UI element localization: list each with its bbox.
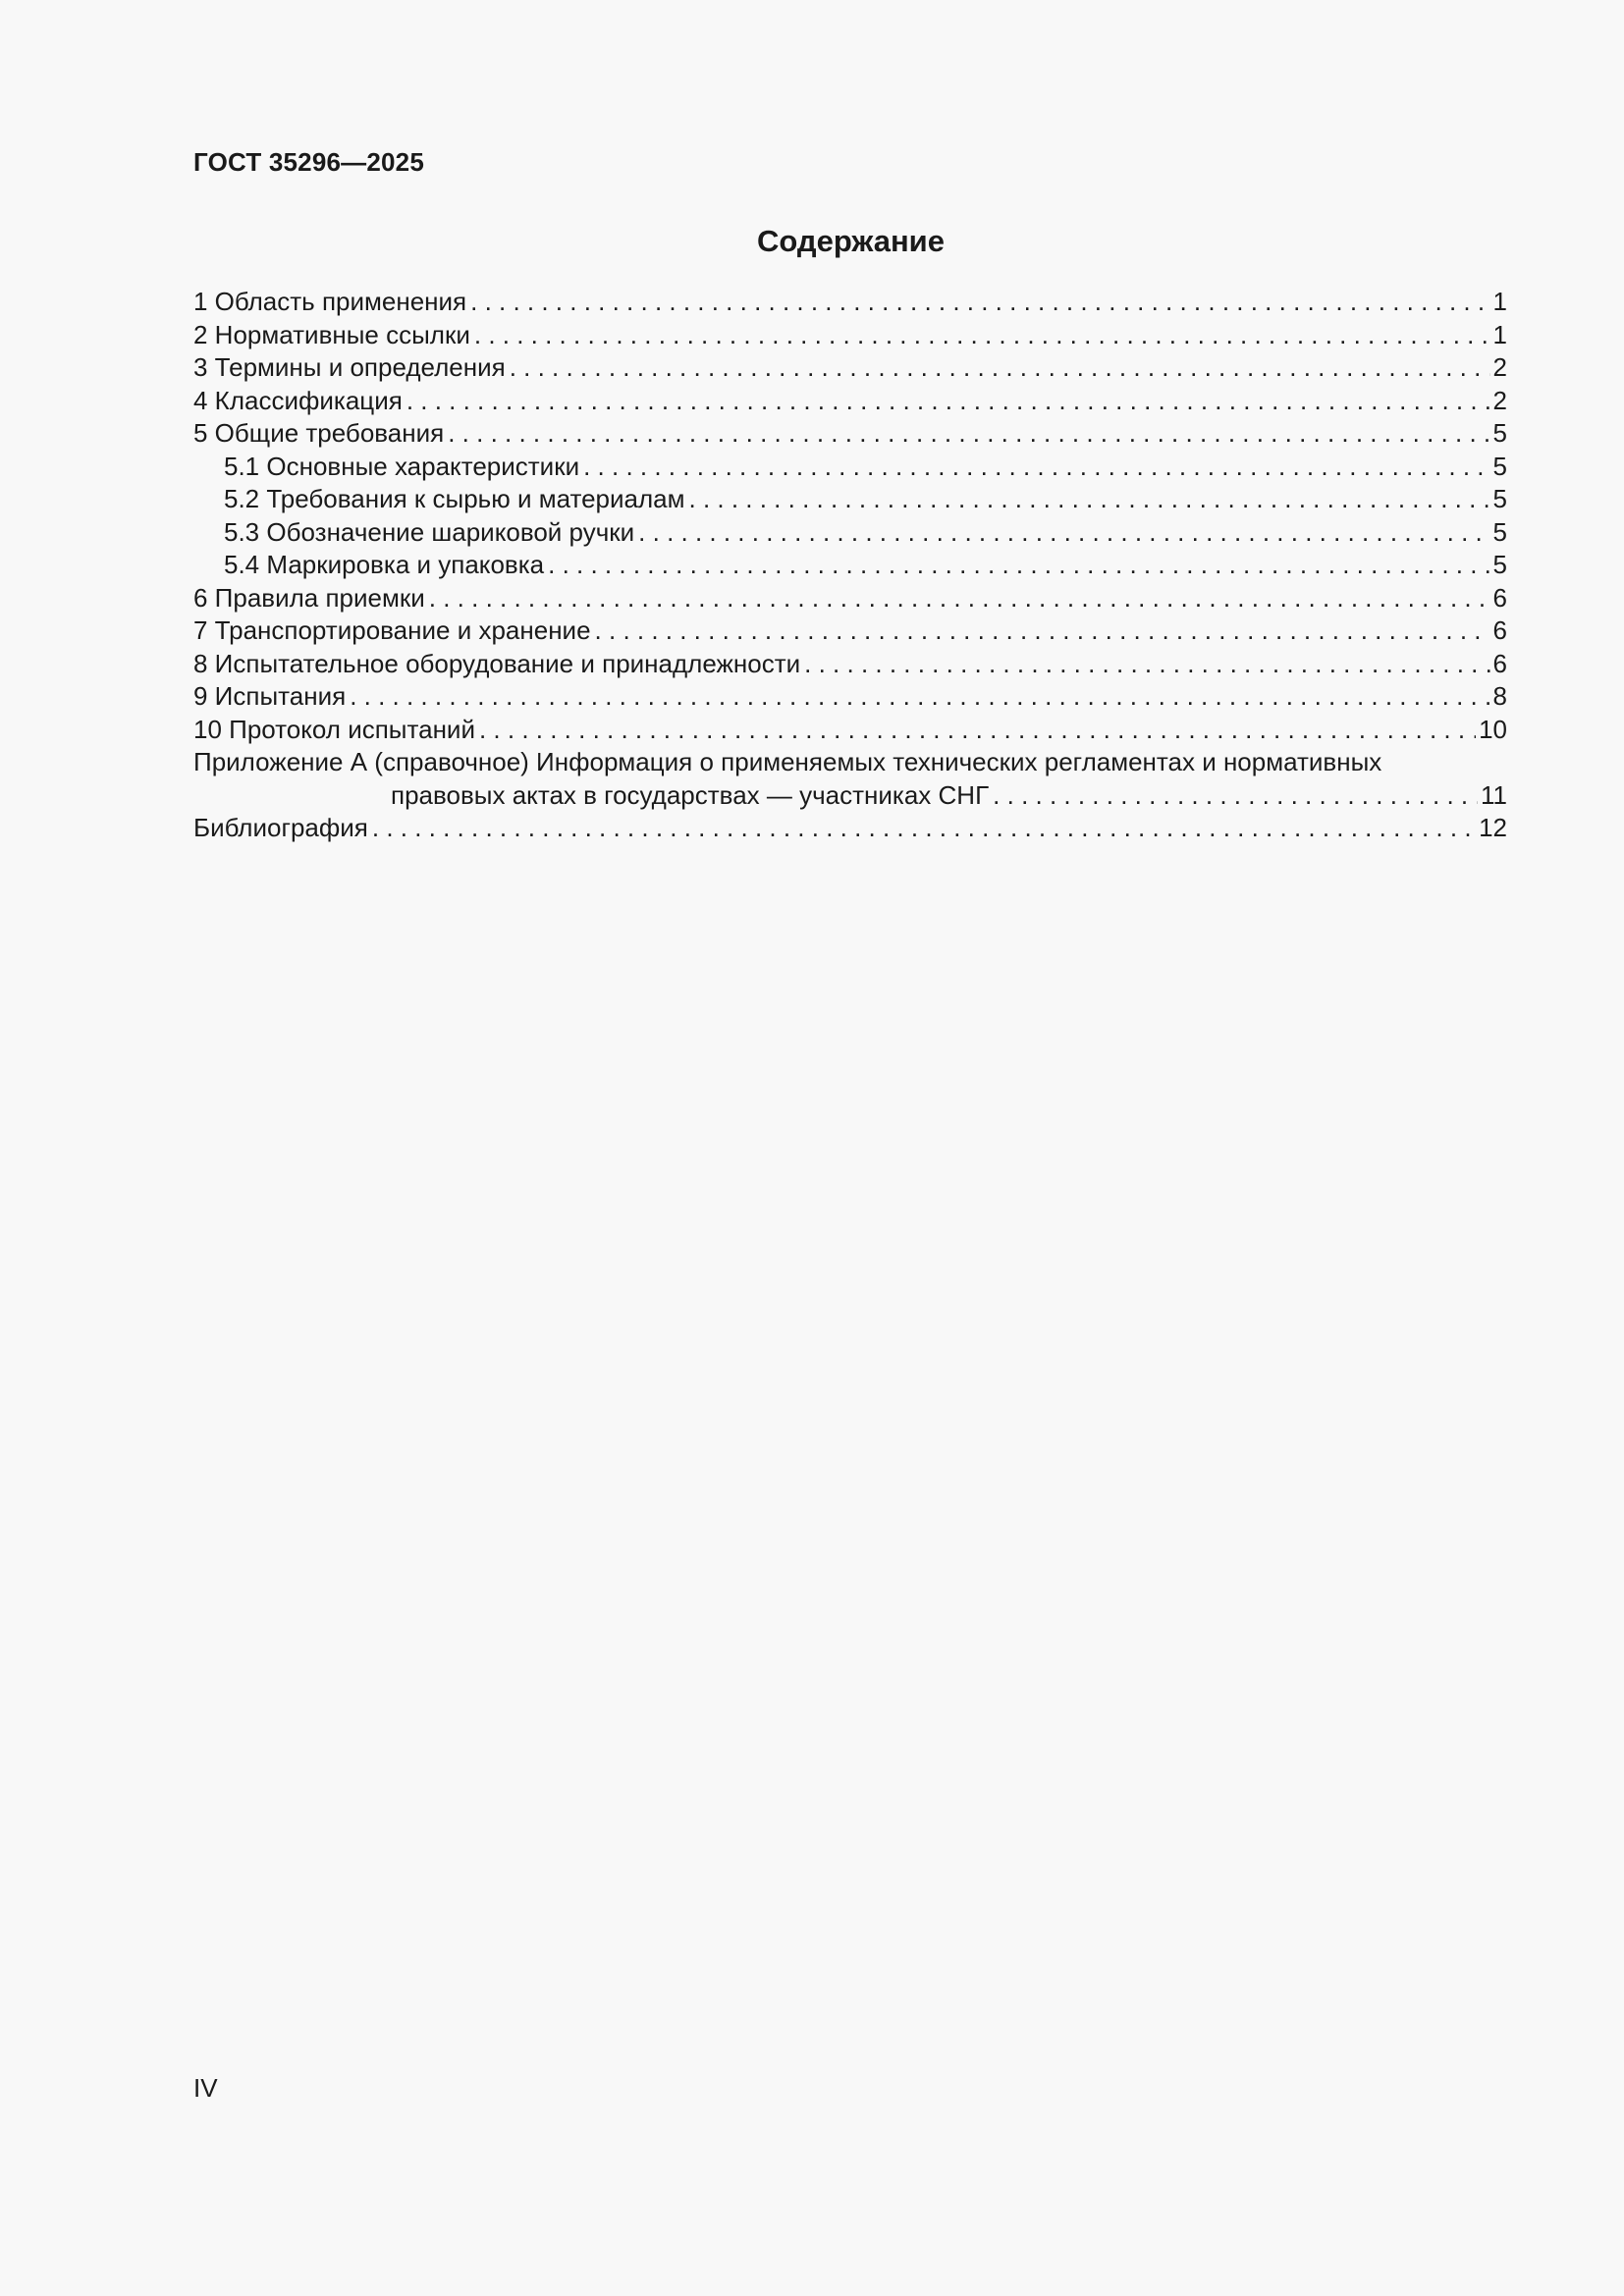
dot-leader (448, 417, 1489, 451)
dot-leader (595, 614, 1490, 648)
dot-leader (548, 549, 1489, 582)
toc-entry-test-report[interactable] (193, 714, 1507, 747)
toc-entry-page: 5 (1492, 516, 1507, 547)
dot-leader (510, 351, 1490, 385)
toc-title: Содержание (757, 224, 945, 258)
dot-leader (350, 680, 1489, 714)
dot-leader (583, 451, 1489, 484)
toc-entry-raw-materials[interactable] (193, 483, 1507, 516)
toc-entry-page: 1 (1492, 287, 1507, 316)
dot-leader (474, 319, 1490, 352)
toc-entry-appendix-a-continued[interactable] (193, 779, 1507, 813)
toc-entry-bibliography[interactable] (193, 812, 1507, 845)
toc-entry-label: Библиография (193, 813, 368, 842)
toc-entry-label: 7 Транспортирование и хранение (193, 615, 591, 645)
toc-entry-page: 6 (1492, 648, 1507, 678)
toc-entry-transport-storage[interactable] (193, 614, 1507, 648)
toc-entry-label: 9 Испытания (193, 681, 347, 711)
toc-entry-pen-designation[interactable] (193, 516, 1507, 550)
toc-entry-normative-references[interactable] (193, 319, 1507, 352)
toc-entry-scope[interactable] (193, 286, 1507, 319)
dot-leader (804, 648, 1489, 681)
toc-entry-label: 6 Правила приемки (193, 582, 425, 613)
toc-entry-page: 6 (1492, 615, 1507, 645)
toc-entry-page: 10 (1479, 714, 1507, 744)
toc-entry-page: 5 (1492, 550, 1507, 579)
page-number: IV (193, 2073, 218, 2103)
toc-entry-appendix-a[interactable] (193, 746, 1507, 779)
toc-entry-label: 5.3 Обозначение шариковой ручки (224, 516, 635, 547)
dot-leader (638, 516, 1489, 550)
dot-leader (479, 714, 1476, 747)
toc-entry-label: 1 Область применения (193, 287, 467, 316)
toc-entry-label: 3 Термины и определения (193, 352, 506, 382)
toc-entry-label: 4 Классификация (193, 385, 403, 415)
toc-entry-label: 10 Протокол испытаний (193, 714, 475, 744)
table-of-contents (193, 286, 1507, 845)
dot-leader (689, 483, 1490, 516)
toc-entry-test-equipment[interactable] (193, 648, 1507, 681)
toc-entry-label: правовых актах в государствах — участниках СНГ (391, 779, 990, 810)
toc-entry-tests[interactable] (193, 680, 1507, 714)
toc-entry-page: 1 (1492, 319, 1507, 349)
toc-entry-page: 6 (1492, 582, 1507, 613)
toc-entry-general-requirements[interactable] (193, 417, 1507, 451)
document-header: ГОСТ 35296—2025 (193, 147, 424, 177)
toc-entry-page: 8 (1492, 681, 1507, 711)
toc-entry-marking-packaging[interactable] (193, 549, 1507, 582)
toc-entry-label: 5.4 Маркировка и упаковка (224, 550, 545, 579)
toc-entry-label: 5.1 Основные характеристики (224, 451, 580, 481)
toc-entry-classification[interactable] (193, 385, 1507, 418)
toc-entry-page: 2 (1492, 352, 1507, 382)
toc-entry-label: Приложение А (справочное) Информация о применяемых технических регламентах и нормативных (193, 747, 1382, 776)
toc-entry-page: 11 (1481, 779, 1507, 810)
toc-entry-page: 5 (1492, 451, 1507, 481)
toc-entry-page: 5 (1492, 418, 1507, 448)
toc-entry-page: 5 (1492, 484, 1507, 513)
toc-entry-terms-definitions[interactable] (193, 351, 1507, 385)
toc-entry-label: 2 Нормативные ссылки (193, 319, 470, 349)
dot-leader (993, 779, 1478, 813)
toc-entry-label: 8 Испытательное оборудование и принадлежности (193, 648, 801, 678)
toc-entry-label: 5 Общие требования (193, 418, 445, 448)
dot-leader (429, 582, 1490, 615)
dot-leader (470, 286, 1489, 319)
toc-entry-page: 2 (1492, 385, 1507, 415)
dot-leader (406, 385, 1490, 418)
toc-entry-acceptance-rules[interactable] (193, 582, 1507, 615)
dot-leader (372, 812, 1476, 845)
toc-entry-main-characteristics[interactable] (193, 451, 1507, 484)
toc-entry-label: 5.2 Требования к сырью и материалам (224, 484, 685, 513)
toc-entry-page: 12 (1479, 813, 1507, 842)
